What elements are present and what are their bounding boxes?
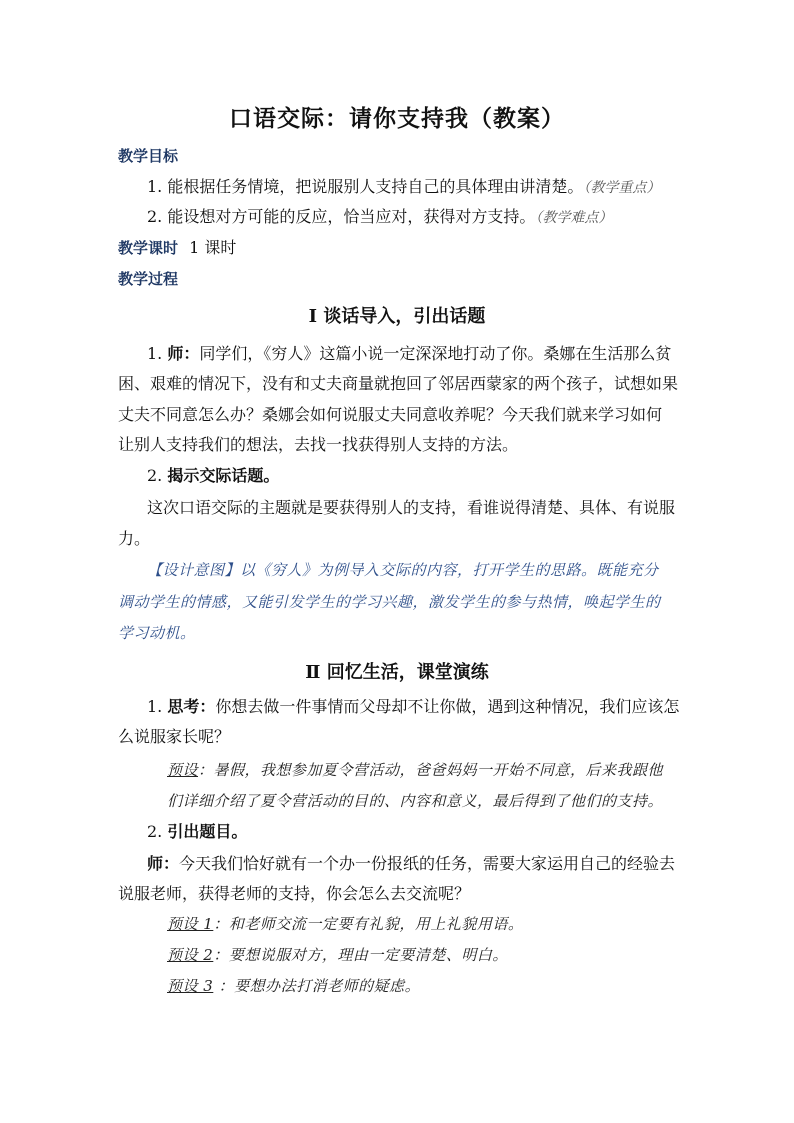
- objective-item-1: [147, 177, 660, 198]
- section2-p1-text-1: 你想去做一件事情而父母却不让你做，遇到这种情况，我们应该怎: [215, 697, 680, 716]
- section1-p1-line4: 让别人支持我们的想法，去找一找获得别人支持的方法。: [118, 435, 519, 454]
- section2-p1-line2: 么说服家长呢？: [118, 727, 231, 746]
- section2-heading: Ⅱ 回忆生活，课堂演练: [305, 662, 489, 683]
- section1-heading: Ⅰ 谈话导入，引出话题: [308, 306, 486, 327]
- section1-p2-num: 2.: [147, 466, 163, 485]
- section2-p3-line2: 说服老师，获得老师的支持，你会怎么去交流呢？: [118, 884, 471, 903]
- section1-p2: [147, 466, 279, 486]
- preset1-label: 预设 1: [167, 915, 214, 933]
- section2-p3-line1: [147, 854, 675, 874]
- section1-p1-lead: 师：: [167, 344, 200, 363]
- section1-p1-num: 1.: [147, 344, 163, 363]
- objective-note-1: （教学重点）: [583, 180, 661, 196]
- section2-p3-text-1: 今天我们恰好就有一个办一份报纸的任务，需要大家运用自己的经验去: [179, 854, 676, 873]
- section2-preset-text-1: ：暑假，我想参加夏令营活动，爸爸妈妈一开始不同意，后来我跟他: [198, 761, 664, 779]
- section2-p1-line1: [147, 697, 679, 717]
- section2-p2-text: 引出题目。: [167, 822, 248, 841]
- objective-num-1: 1.: [147, 177, 163, 196]
- section1-p3-line1: 这次口语交际的主题就是要获得别人的支持，看谁说得清楚、具体、有说服: [147, 498, 676, 517]
- preset2-text: ：要想说服对方，理由一定要清楚、明白。: [213, 946, 508, 964]
- objective-item-2: [147, 207, 612, 228]
- section2-preset3: [167, 976, 420, 996]
- section1-p1-line3: 丈夫不同意怎么办？桑娜会如何说服丈夫同意收养呢？今天我们就来学习如何: [118, 405, 663, 424]
- section2-preset-label: 预设: [167, 761, 199, 779]
- process-label-text: 教学过程: [118, 270, 179, 288]
- section2-preset2: [167, 945, 508, 965]
- section2-preset1: [167, 914, 523, 934]
- hours-value: 1 课时: [189, 238, 237, 257]
- section2-p3-lead: 师：: [147, 854, 180, 873]
- section1-p1-text-1: 同学们，《穷人》这篇小说一定深深地打动了你。桑娜在生活那么贫: [199, 344, 672, 363]
- hours-label: 教学课时: [118, 239, 179, 257]
- document-title: 口语交际：请你支持我（教案）: [229, 105, 565, 132]
- objective-text-1: 能根据任务情境，把说服别人支持自己的具体理由讲清楚。: [167, 177, 584, 196]
- design-intent-line1: 【设计意图】以《穷人》为例导入交际的内容，打开学生的思路。既能充分: [147, 561, 659, 579]
- objective-num-2: 2.: [147, 207, 163, 226]
- section1-p1-line1: [147, 344, 671, 364]
- preset3-label: 预设 3: [167, 977, 214, 995]
- design-intent-line3: 学习动机。: [118, 624, 196, 642]
- section1-p1-line2: 困、艰难的情况下，没有和丈夫商量就抱回了邻居西蒙家的两个孩子，试想如果: [118, 374, 679, 393]
- preset3-text: ：要想办法打消老师的疑虑。: [213, 977, 421, 995]
- section2-preset-line2: 们详细介绍了夏令营活动的目的、内容和意义，最后得到了他们的支持。: [167, 792, 664, 810]
- objectives-label-text: 教学目标: [118, 147, 179, 165]
- section2-p1-lead: 思考：: [167, 697, 216, 716]
- objective-note-2: （教学难点）: [535, 210, 613, 226]
- hours-line: [118, 238, 236, 258]
- section1-p2-text: 揭示交际话题。: [167, 466, 280, 485]
- objectives-label: [118, 146, 178, 166]
- process-label: [118, 269, 178, 289]
- section2-p2: [147, 822, 247, 842]
- section2-p2-num: 2.: [147, 822, 163, 841]
- section2-preset-line1: [167, 760, 663, 780]
- section2-p1-num: 1.: [147, 697, 163, 716]
- preset2-label: 预设 2: [167, 946, 214, 964]
- section1-p3-line2: 力。: [118, 529, 151, 548]
- design-intent-line2: 调动学生的情感，又能引发学生的学习兴趣，激发学生的参与热情，唤起学生的: [118, 593, 661, 611]
- preset1-text: ：和老师交流一定要有礼貌，用上礼貌用语。: [213, 915, 524, 933]
- objective-text-2: 能设想对方可能的反应，恰当应对，获得对方支持。: [167, 207, 536, 226]
